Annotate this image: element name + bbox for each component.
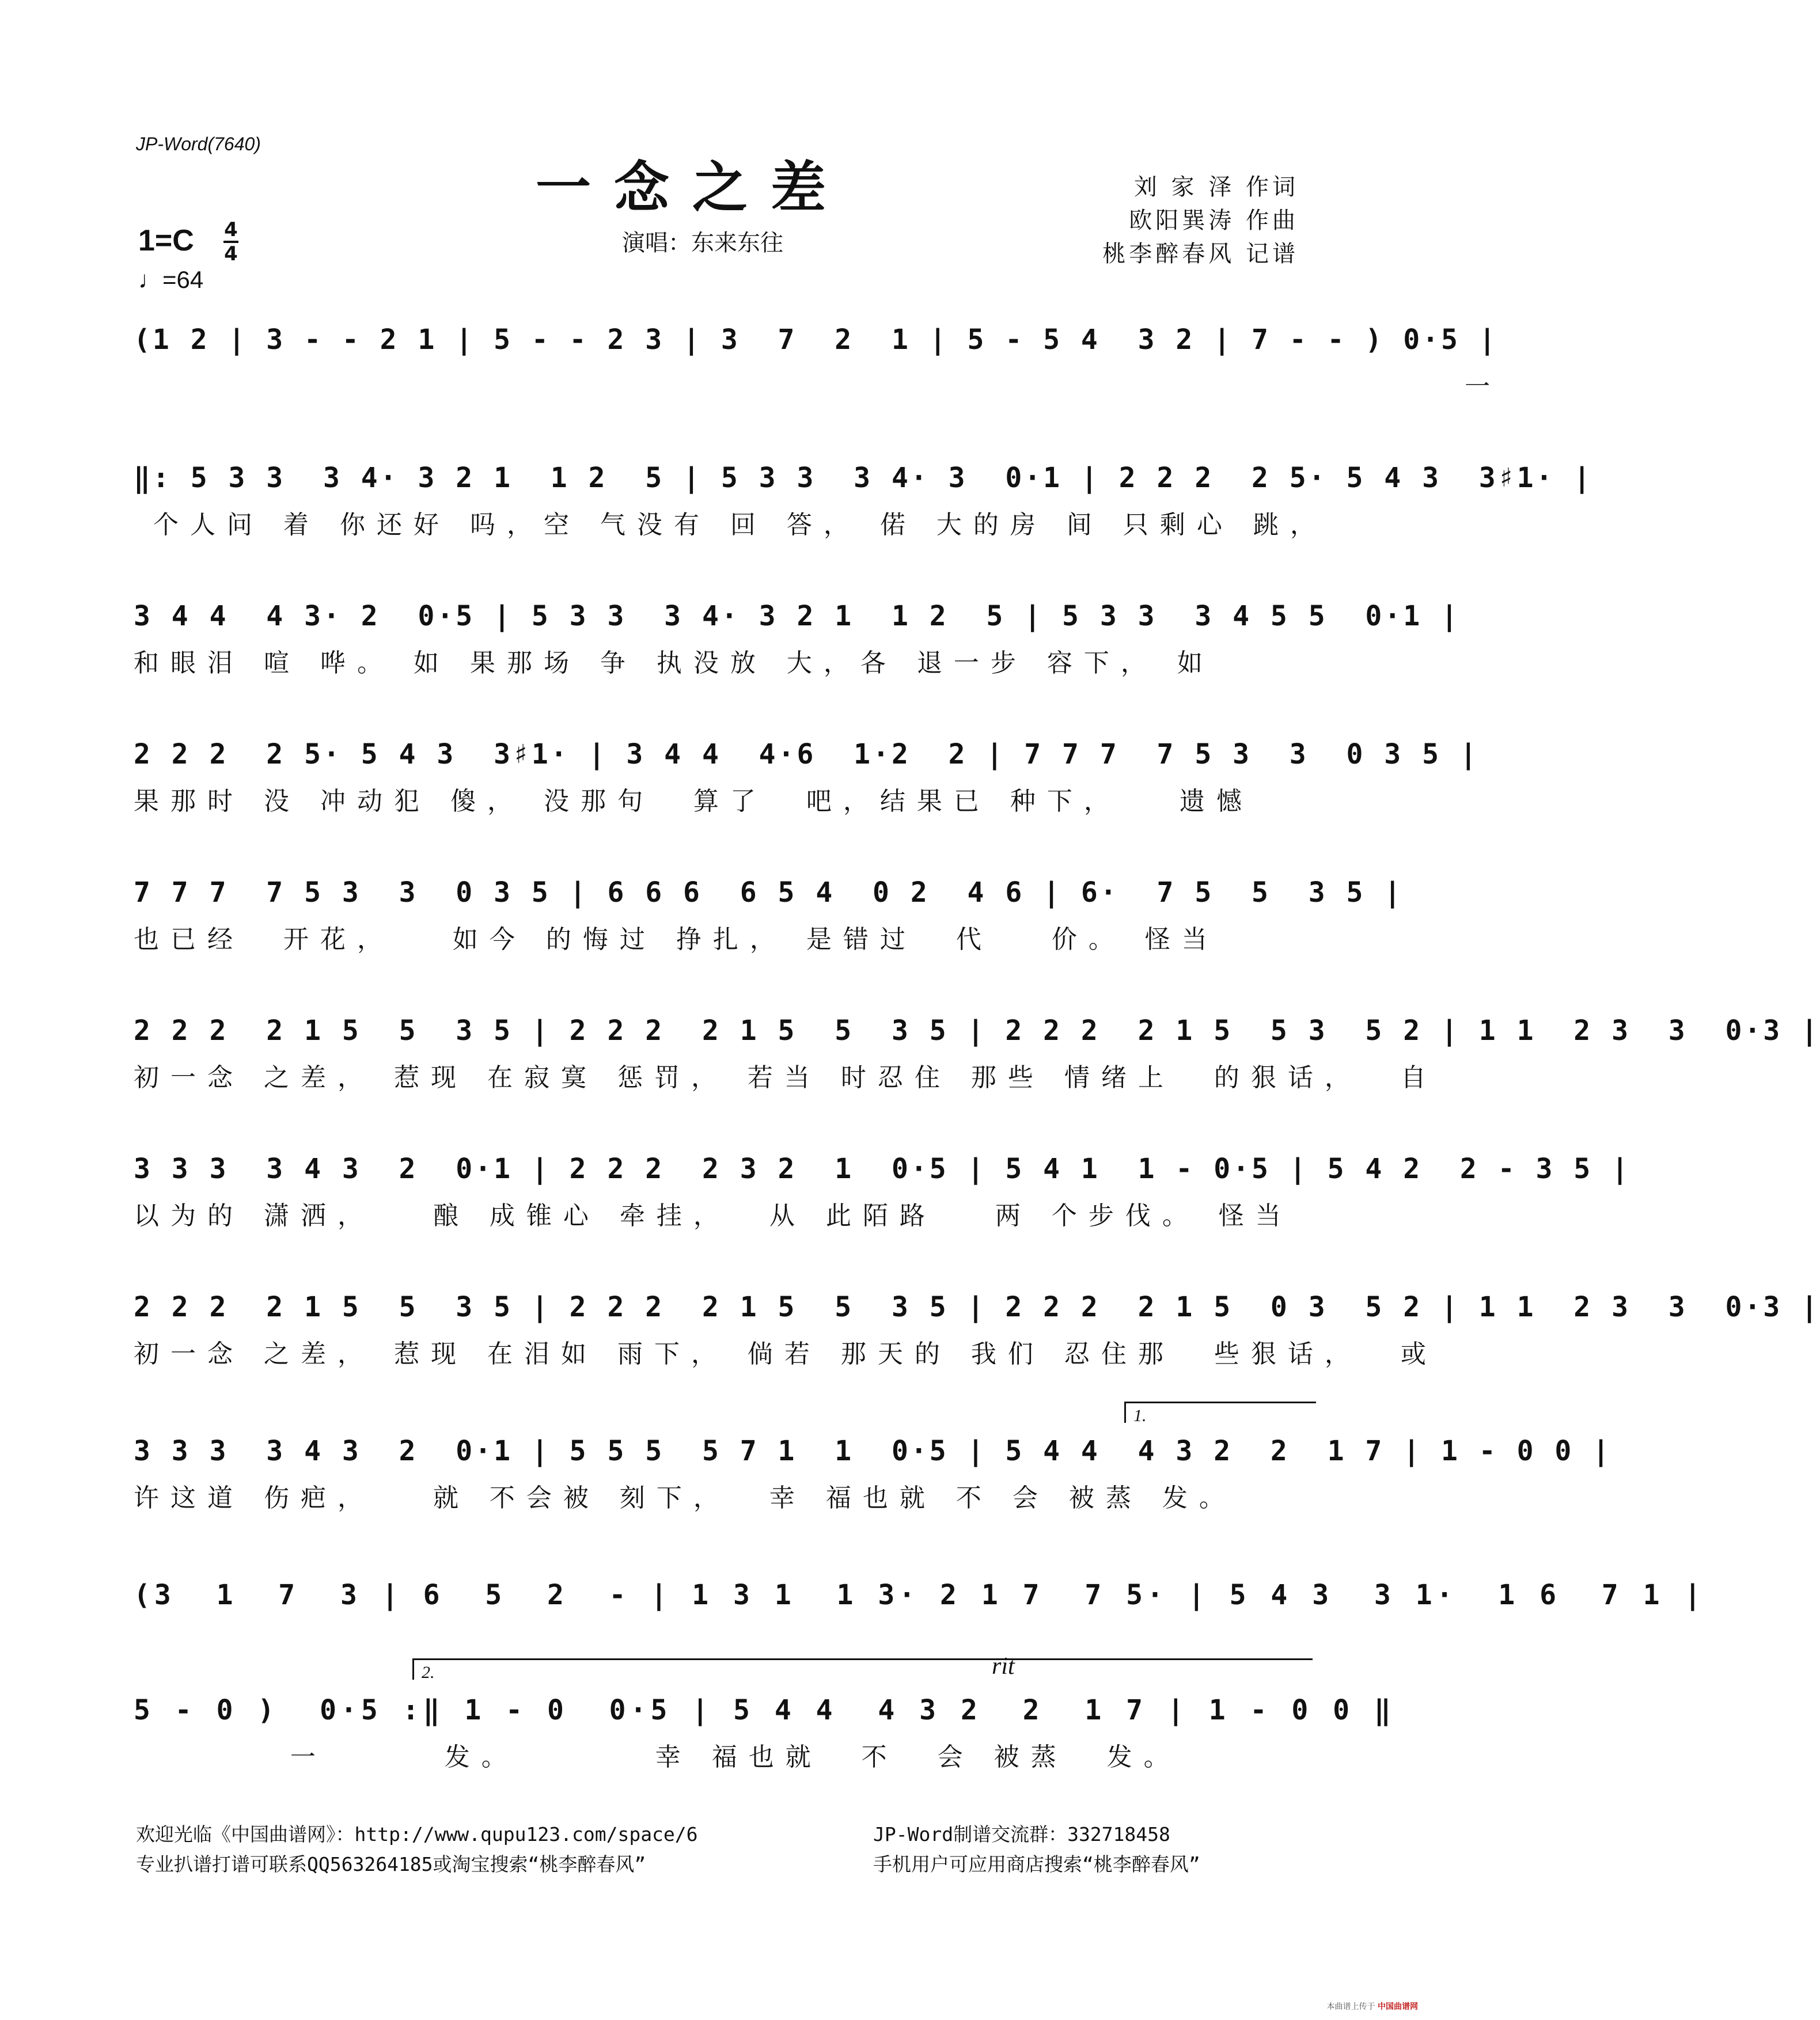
lyrics-line: 也已经 开花， 如今 的悔过 挣扎， 是错过 代 价。 怪当 <box>134 925 1219 954</box>
notation-line: 7 7 7 7 5 3 3 0 3 5 | 6 6 6 6 5 4 0 2 4 6 | 6· 7 5 5 3 5 | <box>134 876 1404 909</box>
lyrics-line: 和眼泪 喧 哗。 如 果那场 争 执没放 大，各 退一步 容下， 如 <box>134 648 1214 678</box>
footer-app-line: 手机用户可应用商店搜索“桃李醉春风” <box>873 1853 1200 1875</box>
score-system-4 <box>134 737 1479 864</box>
notation-line: (3 1 7 3 | 6 5 2 - | 1 3 1 1 3· 2 1 7 7 5· | 5 4 3 3 1· 1 6 7 1 | <box>134 1579 1705 1611</box>
key-signature: 1=C <box>138 224 194 257</box>
composer-credit: 欧阳巽涛 作曲 <box>1129 207 1299 234</box>
notation-line: 2 2 2 2 5· 5 4 3 3♯1· | 3 4 4 4·6 1·2 2 | 7 7 7 7 5 3 3 0 3 5 | <box>134 738 1479 770</box>
lyrics-line: 以为的 潇洒， 酿 成锥心 牵挂， 从 此陌路 两 个步伐。 怪当 <box>134 1201 1292 1231</box>
lyricist-credit: 刘 家 泽 作词 <box>1133 174 1299 200</box>
lyrics-line: 一 发。 幸 福也就 不 会 被蒸 发。 <box>134 1742 1181 1772</box>
lyrics-line: 许这道 伤疤， 就 不会被 刻下， 幸 福也就 不 会 被蒸 发。 <box>134 1483 1236 1513</box>
software-label: JP-Word(7640) <box>136 134 261 154</box>
notation-line: 2 2 2 2 1 5 5 3 5 | 2 2 2 2 1 5 5 3 5 | 2 2 2 2 1 5 0 3 5 2 | 1 1 2 3 3 0·3 | <box>134 1291 1820 1323</box>
lyrics-line: 个人问 着 你还好 吗，空 气没有 回 答， 偌 大的房 间 只剩心 跳， <box>134 510 1327 540</box>
footer-right <box>873 1820 1200 1879</box>
footer-group-line: JP-Word制谱交流群：332718458 <box>873 1823 1170 1846</box>
lyrics-line: 果那时 没 冲动犯 傻， 没那句 算了 吧，结果已 种下， 遗憾 <box>134 787 1253 816</box>
watermark-brand: 中国曲谱网 <box>1378 2002 1418 2011</box>
score-system-8 <box>134 1290 1820 1417</box>
footer-left <box>136 1820 698 1879</box>
notation-line: 2 2 2 2 1 5 5 3 5 | 2 2 2 2 1 5 5 3 5 | 2 2 2 2 1 5 5 3 5 2 | 1 1 2 3 3 0·3 | <box>134 1015 1820 1047</box>
second-ending-label: 2. <box>422 1663 435 1682</box>
lyrics-line: 初一念 之差， 惹现 在泪如 雨下， 倘若 那天的 我们 忍住那 些狠话， 或 <box>134 1339 1438 1369</box>
score-system-2 <box>134 461 1593 587</box>
song-title: 一念之差 <box>536 155 849 220</box>
notation-line: 3 3 3 3 4 3 2 0·1 | 2 2 2 2 3 2 1 0·5 | 5 4 1 1 - 0·5 | 5 4 2 2 - 3 5 | <box>134 1153 1631 1185</box>
score-system-3 <box>134 599 1460 726</box>
first-ending-bracket <box>1124 1402 1316 1423</box>
ritardando-mark: rit <box>992 1653 1015 1680</box>
score-system-9 <box>134 1406 1612 1560</box>
watermark-prefix: 本曲谱上传于 <box>1326 2002 1375 2011</box>
score-system-7 <box>134 1152 1631 1278</box>
footer-contact-line: 专业扒谱打谱可联系QQ563264185或淘宝搜索“桃李醉春风” <box>136 1853 646 1875</box>
notation-line: ‖: 5 3 3 3 4· 3 2 1 1 2 5 | 5 3 3 3 4· 3 0·1 | 2 2 2 2 5· 5 4 3 3♯1· | <box>134 462 1593 494</box>
score-system-11 <box>134 1653 1395 1820</box>
notation-line: 3 4 4 4 3· 2 0·5 | 5 3 3 3 4· 3 2 1 1 2 5 | 5 3 3 3 4 5 5 0·1 | <box>134 600 1460 632</box>
notation-line: 5 - 0 ) 0·5 :‖ 1 - 0 0·5 | 5 4 4 4 3 2 2 1 7 | 1 - 0 0 ‖ <box>134 1694 1395 1726</box>
lyrics-line: 一 <box>134 372 1502 401</box>
time-signature <box>223 220 238 264</box>
credits-block <box>1102 170 1299 271</box>
score-system-1 <box>134 322 1502 449</box>
tempo-marking: ♩=64 <box>138 266 204 293</box>
time-signature-bottom: 4 <box>224 242 238 265</box>
time-signature-top: 4 <box>224 218 238 241</box>
score-system-10 <box>134 1578 1705 1704</box>
watermark <box>1327 2000 1418 2012</box>
singer-line: 演唱：东来东往 <box>622 230 783 256</box>
score-system-6 <box>134 1013 1820 1140</box>
first-ending-label: 1. <box>1133 1406 1147 1425</box>
notation-line: (1 2 | 3 - - 2 1 | 5 - - 2 3 | 3 7 2 1 | 5 - 5 4 3 2 | 7 - - ) 0·5 | <box>134 324 1498 356</box>
notation-line: 3 3 3 3 4 3 2 0·1 | 5 5 5 5 7 1 1 0·5 | 5 4 4 4 3 2 2 1 7 | 1 - 0 0 | <box>134 1435 1612 1467</box>
transcriber-credit: 桃李醉春风 记谱 <box>1102 241 1299 267</box>
footer-website-line: 欢迎光临《中国曲谱网》：http://www.qupu123.com/space/6 <box>136 1823 698 1846</box>
second-ending-bracket <box>412 1658 1313 1680</box>
lyrics-line: 初一念 之差， 惹现 在寂寞 惩罚， 若当 时忍住 那些 情绪上 的狠话， 自 <box>134 1063 1438 1092</box>
score-system-5 <box>134 875 1404 1002</box>
